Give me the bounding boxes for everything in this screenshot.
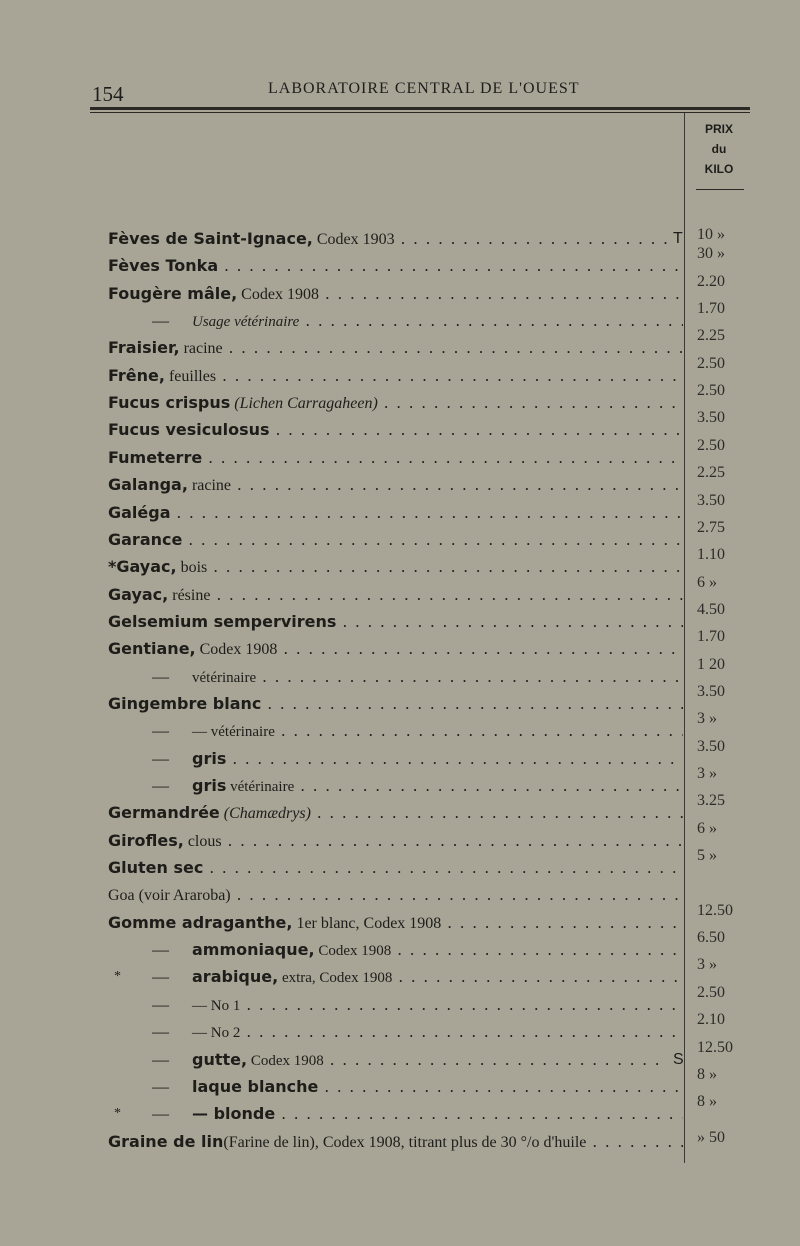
table-row (0, 765, 800, 802)
header-rule (90, 107, 750, 110)
table-row (0, 1011, 800, 1048)
price-value: 2.50 (697, 436, 725, 454)
entry-description: Codex 1903 (312, 231, 395, 248)
entry-description: Goa (voir Araroba) (108, 887, 231, 905)
asterisk-mark: * (114, 1106, 121, 1122)
table-row (0, 956, 800, 993)
price-value: 1 20 (697, 655, 725, 673)
table-row (0, 436, 800, 474)
price-value: 2.10 (697, 1011, 725, 1029)
price-value: 12.50 (697, 901, 733, 919)
entry-text (152, 993, 683, 1017)
price-value: 3.50 (697, 682, 725, 700)
ditto-dash: — (152, 311, 169, 331)
table-row (0, 300, 800, 337)
entry-name: *Gayac, (108, 557, 177, 577)
table-row (0, 655, 800, 693)
price-value: 5 » (697, 847, 717, 865)
entry-text (108, 528, 683, 552)
table-row (0, 901, 800, 939)
table-row (0, 1038, 800, 1076)
entry-text (108, 501, 683, 525)
price-column-head-du: du (711, 142, 727, 156)
price-value: 2.20 (697, 272, 725, 290)
price-value: 2.75 (697, 518, 725, 536)
entry-text (108, 473, 683, 497)
price-value: 10 » (697, 226, 725, 243)
entry-description: (Farine de lin), Codex 1908, titrant plus de 30 °/o d'huile (223, 1133, 587, 1151)
table-row (0, 628, 800, 665)
table-row (0, 227, 800, 255)
table-row (0, 883, 800, 911)
table-row (0, 518, 800, 556)
entry-name: Fucus crispus (108, 393, 231, 413)
entry-name: Graine de lin (108, 1131, 224, 1151)
entry-description: — vétérinaire (192, 724, 275, 741)
entry-text (108, 391, 683, 415)
entry-description: (Lichen Carragaheen) (230, 395, 378, 413)
price-value: 3.25 (697, 792, 725, 810)
entry-text (108, 692, 683, 716)
entry-name: ammoniaque, (192, 940, 315, 960)
table-row (0, 327, 800, 364)
entry-name: Gayac, (108, 584, 169, 604)
price-value: 1.10 (697, 546, 725, 564)
price-value: 2.25 (697, 464, 725, 482)
entry-name: Fougère mâle, (108, 283, 238, 303)
table-row (0, 792, 800, 829)
price-value: 12.50 (697, 1038, 733, 1056)
entry-description: feuilles (164, 367, 217, 385)
entry-description: Codex 1908 (237, 285, 319, 303)
table-row (0, 819, 800, 857)
entry-text (152, 1102, 683, 1126)
entry-name: Gluten sec (108, 858, 204, 878)
table-row (0, 409, 800, 446)
table-row (0, 710, 800, 747)
price-value: 3 » (697, 956, 717, 974)
table-row (0, 1065, 800, 1103)
ditto-dash: — (152, 666, 169, 686)
page-number: 154 (92, 82, 124, 106)
entry-text (108, 856, 683, 880)
ditto-dash: — (152, 1022, 169, 1042)
entry-name: Gelsemium sempervirens (108, 611, 337, 631)
price-value: 3.50 (697, 409, 725, 427)
entry-description: vétérinaire (192, 669, 257, 686)
table-row (0, 847, 800, 884)
entry-text (152, 774, 683, 798)
entry-description: — No 1 (192, 997, 241, 1014)
entry-description: vétérinaire (226, 779, 295, 795)
table-row (0, 272, 800, 310)
table-row (0, 929, 800, 966)
entry-text (108, 364, 683, 388)
entry-text (152, 938, 683, 962)
entry-text (108, 1130, 683, 1154)
entry-name: Fraisier, (108, 338, 180, 358)
price-value: 1.70 (697, 300, 725, 318)
entry-text (108, 583, 683, 607)
entry-description: Codex 1908 (247, 1052, 324, 1069)
ditto-dash: — (152, 721, 169, 741)
table-row (0, 1130, 800, 1158)
entry-description: racine (187, 477, 232, 495)
entry-text (108, 446, 683, 470)
entry-text (152, 747, 683, 771)
ditto-dash: — (152, 994, 169, 1014)
table-row (0, 573, 800, 611)
entry-text (152, 1048, 667, 1072)
price-value: 6.50 (697, 929, 725, 947)
running-title: LABORATOIRE CENTRAL DE L'OUEST (268, 80, 580, 97)
price-value: 6 » (697, 573, 717, 591)
entry-description: racine (179, 340, 223, 358)
table-row (0, 1093, 800, 1130)
price-value: 4.50 (697, 600, 725, 618)
ditto-dash: — (152, 748, 169, 768)
entry-name: Gomme adraganthe, (108, 912, 293, 932)
entry-name: Fèves Tonka (108, 256, 219, 276)
price-value: 2.50 (697, 983, 725, 1001)
entry-description: Codex 1908 (195, 641, 278, 659)
price-column-head-prix: PRIX (704, 122, 733, 136)
ditto-dash: — (152, 967, 169, 987)
entry-name: gutte, (192, 1049, 248, 1069)
entry-text (108, 254, 683, 278)
entry-name: arabique, (192, 967, 279, 987)
entry-name: Garance (108, 529, 183, 549)
entry-name: laque blanche (192, 1076, 319, 1096)
table-row (0, 354, 800, 392)
price-value: 2.50 (697, 382, 725, 400)
price-value: 2.50 (697, 354, 725, 372)
price-value: 8 » (697, 1093, 717, 1111)
entry-description: clous (183, 832, 222, 850)
table-row (0, 382, 800, 419)
entry-description: Usage vétérinaire (192, 314, 300, 331)
ditto-dash: — (152, 1104, 169, 1124)
price-value: 3 » (697, 710, 717, 728)
entry-name: Girofles, (108, 830, 184, 850)
price-value: 6 » (697, 819, 717, 837)
entry-text (152, 1075, 683, 1099)
entry-description: Codex 1908 (314, 943, 392, 960)
price-value: 30 » (697, 245, 725, 263)
ditto-dash: — (152, 1076, 169, 1096)
entry-name: Fumeterre (108, 447, 203, 467)
entry-name: Fèves de Saint-Ignace, (108, 229, 313, 248)
entry-text (152, 665, 683, 689)
entry-text (108, 282, 683, 306)
price-value: 3.50 (697, 491, 725, 509)
entry-text (108, 610, 683, 634)
entry-name: Fucus vesiculosus (108, 420, 270, 440)
ditto-dash: — (152, 776, 169, 795)
entry-name: gris (192, 776, 227, 795)
entry-text (108, 829, 683, 853)
price-value: 8 » (697, 1065, 717, 1083)
entry-name: — blonde (192, 1104, 276, 1124)
entry-name: Galéga (108, 502, 171, 522)
entry-text (152, 1020, 683, 1044)
table-row (0, 491, 800, 529)
entry-name: Frêne, (108, 365, 165, 385)
table-row (0, 245, 800, 282)
entry-name: Germandrée (108, 803, 220, 823)
entry-text (108, 555, 683, 579)
entry-name: Gingembre blanc (108, 693, 262, 713)
entry-text (108, 418, 683, 442)
entry-description: résine (168, 586, 211, 604)
price-value: » 50 (697, 1128, 725, 1146)
entry-text (108, 883, 683, 907)
entry-description: 1er blanc, Codex 1908 (292, 914, 442, 932)
regulatory-mark: T (673, 230, 683, 247)
entry-name: Gentiane, (108, 639, 196, 659)
price-value: 3.50 (697, 737, 725, 755)
entry-text (108, 336, 683, 360)
table-row (0, 737, 800, 775)
entry-text (108, 637, 683, 661)
ditto-dash: — (152, 940, 169, 960)
entry-text (108, 801, 683, 825)
entry-text (152, 309, 683, 333)
entry-name: gris (192, 748, 227, 768)
table-row (0, 464, 800, 501)
table-row (0, 600, 800, 638)
entry-description: bois (176, 559, 208, 577)
entry-description: — No 2 (192, 1025, 241, 1042)
price-value: 1.70 (697, 628, 725, 646)
table-row (0, 546, 800, 583)
price-value: 3 » (697, 765, 717, 782)
price-column-head-kilo: KILO (704, 162, 734, 176)
entry-name: Galanga, (108, 475, 188, 495)
price-column-head-rule (696, 189, 744, 190)
ditto-dash: — (152, 1049, 169, 1069)
entry-description: (Chamædrys) (219, 805, 311, 823)
entry-text (152, 965, 683, 989)
table-row (0, 682, 800, 720)
entry-text (108, 227, 667, 251)
regulatory-mark: S (673, 1050, 684, 1068)
entry-text (108, 911, 683, 935)
price-value: 2.25 (697, 327, 725, 345)
table-row (0, 983, 800, 1021)
asterisk-mark: * (114, 969, 121, 985)
header-rule-thin (90, 112, 750, 113)
entry-description: extra, Codex 1908 (278, 970, 393, 987)
entry-text (152, 719, 683, 743)
